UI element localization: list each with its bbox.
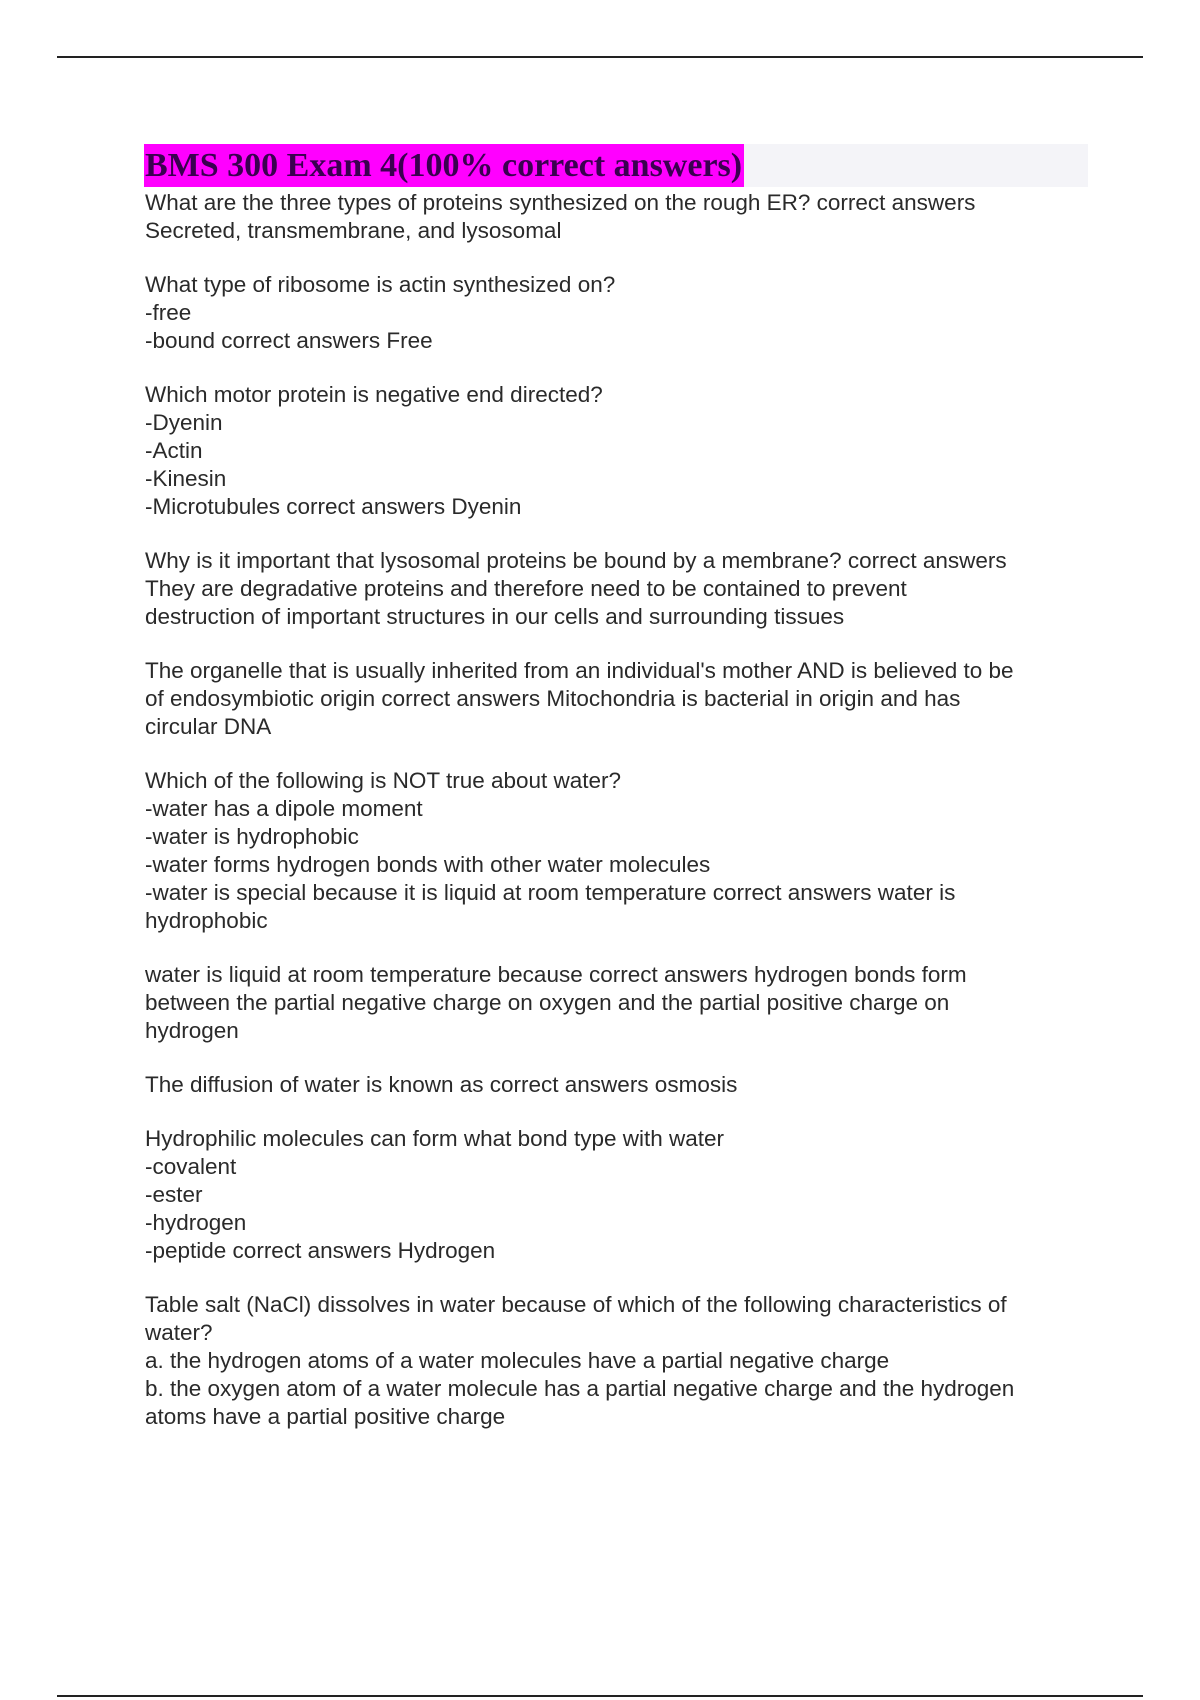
qa-item-10: Table salt (NaCl) dissolves in water because of which of the following characteristics of water? a. the hydrogen atoms of a water molecules have a partial negative charge b. the oxygen atom of a water molecule has a partial negative charge and the hydrogen atoms have a partial positive charge: [145, 1292, 1015, 1429]
qa-item-2: What type of ribosome is actin synthesized on? -free -bound correct answers Free: [145, 272, 616, 353]
qa-item-9: Hydrophilic molecules can form what bond type with water -covalent -ester -hydrogen -peptide correct answers Hydrogen: [145, 1126, 725, 1263]
qa-item-1: What are the three types of proteins synthesized on the rough ER? correct answers Secreted, transmembrane, and lysosomal: [145, 190, 976, 243]
document-title: BMS 300 Exam 4(100% correct answers): [144, 144, 744, 187]
qa-item-8: The diffusion of water is known as correct answers osmosis: [145, 1072, 738, 1097]
qa-item-7: water is liquid at room temperature because correct answers hydrogen bonds form between the partial negative charge on oxygen and the partial positive charge on hydrogen: [145, 962, 967, 1043]
qa-item-5: The organelle that is usually inherited from an individual's mother AND is believed to be of endosymbiotic origin correct answers Mitochondria is bacterial in origin and has circular DNA: [145, 658, 1014, 739]
bottom-divider: [57, 1695, 1143, 1697]
document-body: [145, 144, 1085, 1457]
qa-item-3: Which motor protein is negative end directed? -Dyenin -Actin -Kinesin -Microtubules correct answers Dyenin: [145, 382, 603, 519]
title-row: [144, 144, 1088, 187]
qa-item-6: Which of the following is NOT true about water? -water has a dipole moment -water is hydrophobic -water forms hydrogen bonds with other water molecules -water is special because it is liquid at room temperature correct answers water is hydrophobic: [145, 768, 956, 933]
top-divider: [57, 56, 1143, 58]
qa-item-4: Why is it important that lysosomal proteins be bound by a membrane? correct answers They are degradative proteins and therefore need to be contained to prevent destruction of important structures in our cells and surrounding tissues: [145, 548, 1007, 629]
